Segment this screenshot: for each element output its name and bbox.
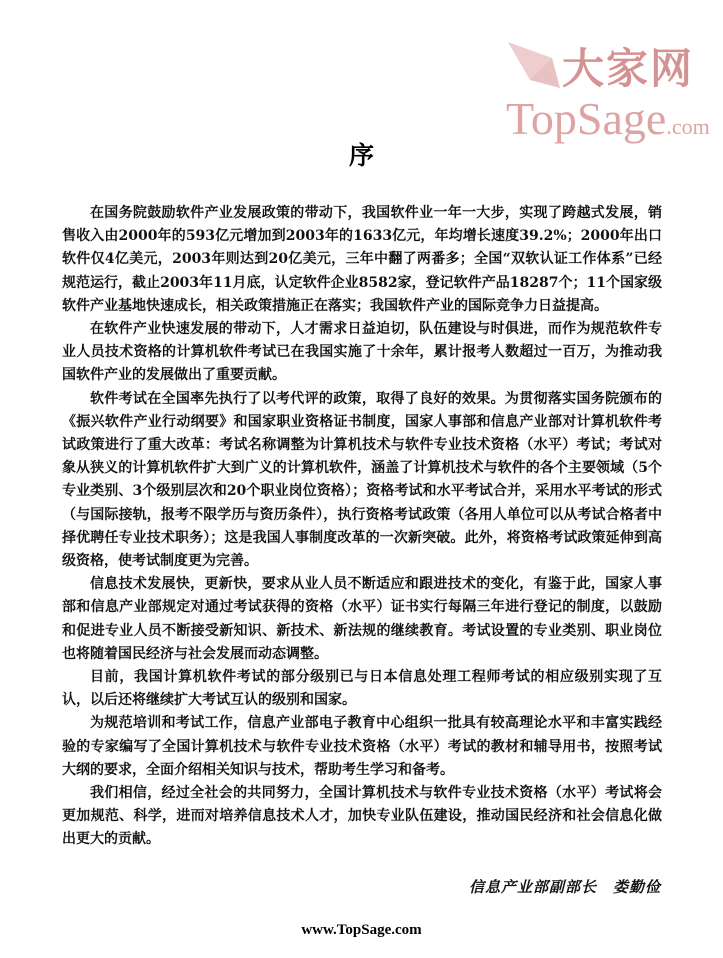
pen-nib-icon: [500, 28, 570, 98]
page-title: 序: [348, 141, 374, 170]
paragraph: 在软件产业快速发展的带动下，人才需求日益迫切，队伍建设与时俱进，而作为规范软件专业人员技术资格的计算机软件考试已在我国实施了十余年，累计报考人数超过一百万，为推动我国软件产业的发展做出了重要贡献。: [62, 321, 662, 384]
watermark-cn-text: 大家网: [562, 44, 695, 93]
paragraph: 目前，我国计算机软件考试的部分级别已与日本信息处理工程师考试的相应级别实现了互认，以后还将继续扩大考试互认的级别和国家。: [62, 669, 662, 709]
paragraph: 在国务院鼓励软件产业发展政策的带动下，我国软件业一年一大步，实现了跨越式发展，销售收入由2000年的593亿元增加到2003年的1633亿元，年均增长速度39.2%；2000年出口软件仅4亿美元，2003年则达到20亿美元，三年中翻了两番多；全国“双软认证工作体系”已经规范运行，截止2003年11月底，认定软件企业8582家，登记软件产品18287个；11个国家级软件产业基地快速成长，相关政策措施正在落实；我国软件产业的国际竞争力日益提高。: [62, 205, 662, 314]
paragraph: 信息技术发展快，更新快，要求从业人员不断适应和跟进技术的变化，有鉴于此，国家人事部和信息产业部规定对通过考试获得的资格（水平）证书实行每隔三年进行登记的制度，以鼓励和促进专业人员不断接受新知识、新技术、新法规的继续教育。考试设置的专业类别、职业岗位也将随着国民经济与社会发展而动态调整。: [62, 576, 662, 662]
signature-name: 娄勤俭: [612, 878, 661, 896]
signature-title: 信息产业部副部长: [468, 878, 597, 896]
preface-body: [62, 202, 662, 852]
paragraph: 为规范培训和考试工作，信息产业部电子教育中心组织一批具有较高理论水平和丰富实践经验的专家编写了全国计算机技术与软件专业技术资格（水平）考试的教材和辅导用书，按照考试大纲的要求，全面介绍相关知识与技术，帮助考生学习和备考。: [62, 715, 662, 778]
paragraph: 软件考试在全国率先执行了以考代评的政策，取得了良好的效果。为贯彻落实国务院颁布的《振兴软件产业行动纲要》和国家职业资格证书制度，国家人事部和信息产业部对计算机软件考试政策进行了重大改革：考试名称调整为计算机技术与软件专业技术资格（水平）考试；考试对象从狭义的计算机软件扩大到广义的计算机软件，涵盖了计算机技术与软件的各个主要领域（5个专业类别、3个级别层次和20个职业岗位资格）；资格考试和水平考试合并，采用水平考试的形式（与国际接轨，报考不限学历与资历条件），执行资格考试政策（各用人单位可以从考试合格者中择优聘任专业技术职务）；这是我国人事制度改革的一次新突破。此外，将资格考试政策延伸到高级资格，使考试制度更为完善。: [62, 390, 662, 570]
watermark-logo: [500, 28, 710, 144]
paragraph: 我们相信，经过全社会的共同努力，全国计算机技术与软件专业技术资格（水平）考试将会更加规范、科学，进而对培养信息技术人才，加快专业队伍建设，推动国民经济和社会信息化做出更大的贡献。: [62, 785, 662, 848]
footer-url: www.TopSage.com: [301, 922, 422, 938]
watermark-en-suffix: .com: [666, 114, 710, 139]
watermark-en-main: TopSage: [506, 93, 667, 144]
signature: [469, 876, 661, 897]
